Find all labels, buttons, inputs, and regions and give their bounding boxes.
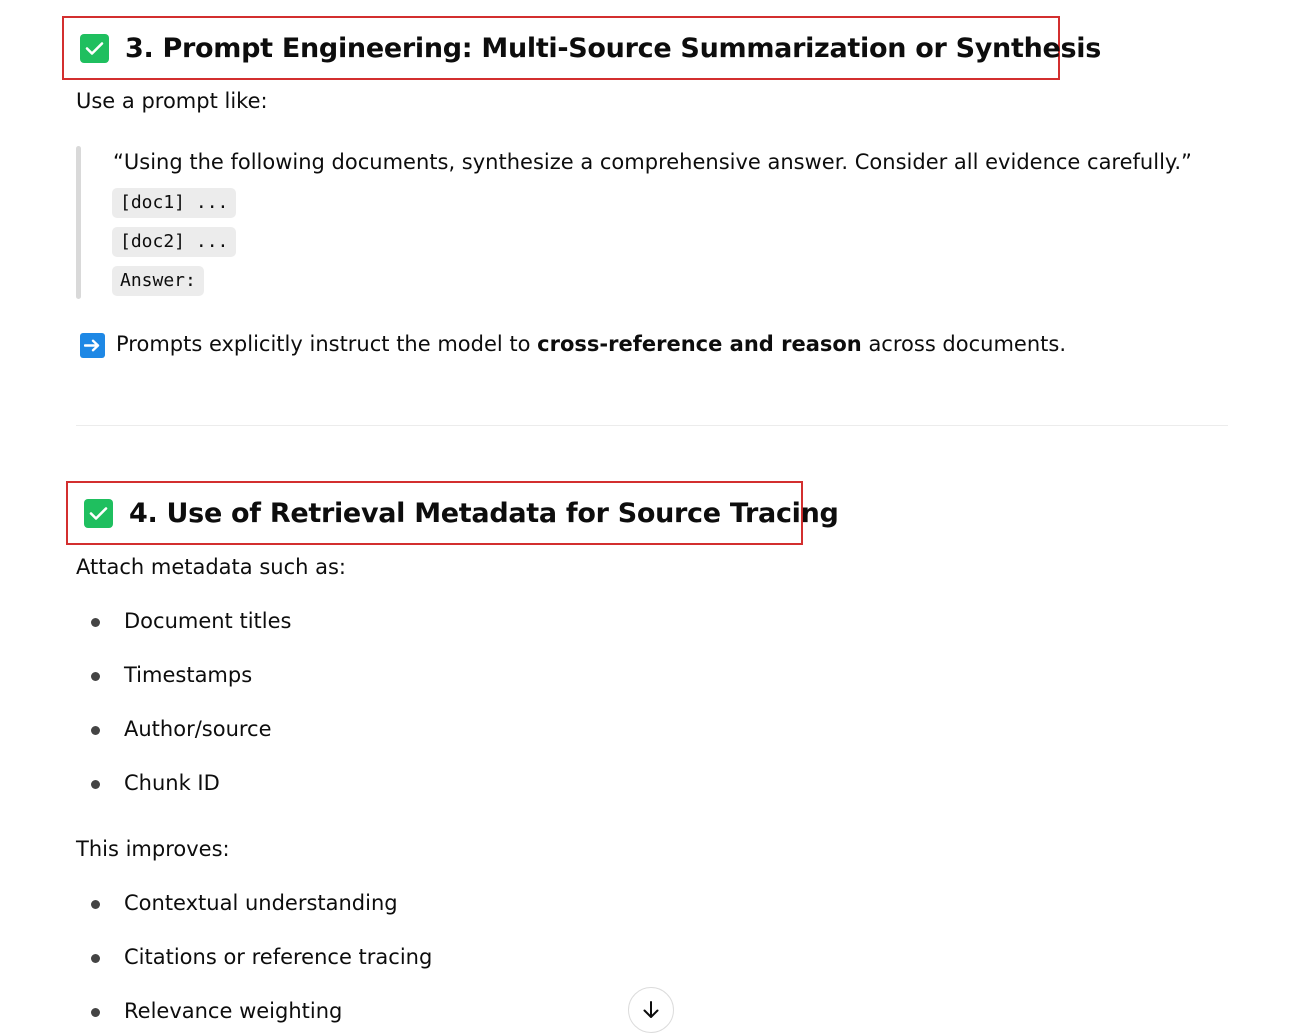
section-3-note — [116, 332, 1066, 356]
note-suffix: across documents. — [861, 332, 1067, 356]
bullet-dot — [91, 954, 100, 963]
arrow-down-icon — [640, 999, 662, 1021]
bullet-dot — [91, 780, 100, 789]
section-3-title: 3. Prompt Engineering: Multi-Source Summarization or Synthesis — [125, 32, 1101, 64]
list-item: Chunk ID — [124, 771, 220, 795]
improves-label: This improves: — [76, 837, 230, 861]
list-item: Contextual understanding — [124, 891, 398, 915]
bullet-dot — [91, 900, 100, 909]
section-divider — [76, 425, 1228, 426]
bullet-dot — [91, 726, 100, 735]
right-arrow-icon — [80, 333, 105, 358]
code-doc1: [doc1] ... — [112, 188, 236, 218]
blockquote-bar — [76, 146, 81, 299]
list-item: Citations or reference tracing — [124, 945, 433, 969]
list-item: Author/source — [124, 717, 272, 741]
code-doc2: [doc2] ... — [112, 227, 236, 257]
list-item: Relevance weighting — [124, 999, 343, 1023]
bullet-dot — [91, 618, 100, 627]
section-4-heading — [66, 481, 839, 545]
check-mark-button-icon — [84, 499, 113, 528]
check-mark-button-icon — [80, 34, 109, 63]
list-item: Document titles — [124, 609, 292, 633]
note-bold: cross-reference and reason — [537, 332, 862, 356]
bullet-dot — [91, 672, 100, 681]
section-3-intro: Use a prompt like: — [76, 89, 268, 113]
section-3-heading — [62, 16, 1101, 80]
bullet-dot — [91, 1008, 100, 1017]
note-prefix: Prompts explicitly instruct the model to — [116, 332, 538, 356]
section-4-intro: Attach metadata such as: — [76, 555, 346, 579]
list-item: Timestamps — [124, 663, 253, 687]
section-4-title: 4. Use of Retrieval Metadata for Source Tracing — [129, 497, 839, 529]
scroll-to-bottom-button[interactable] — [628, 987, 674, 1033]
blockquote-text: “Using the following documents, synthesize a comprehensive answer. Consider all evidence carefully.” — [113, 150, 1192, 174]
code-answer: Answer: — [112, 266, 204, 296]
